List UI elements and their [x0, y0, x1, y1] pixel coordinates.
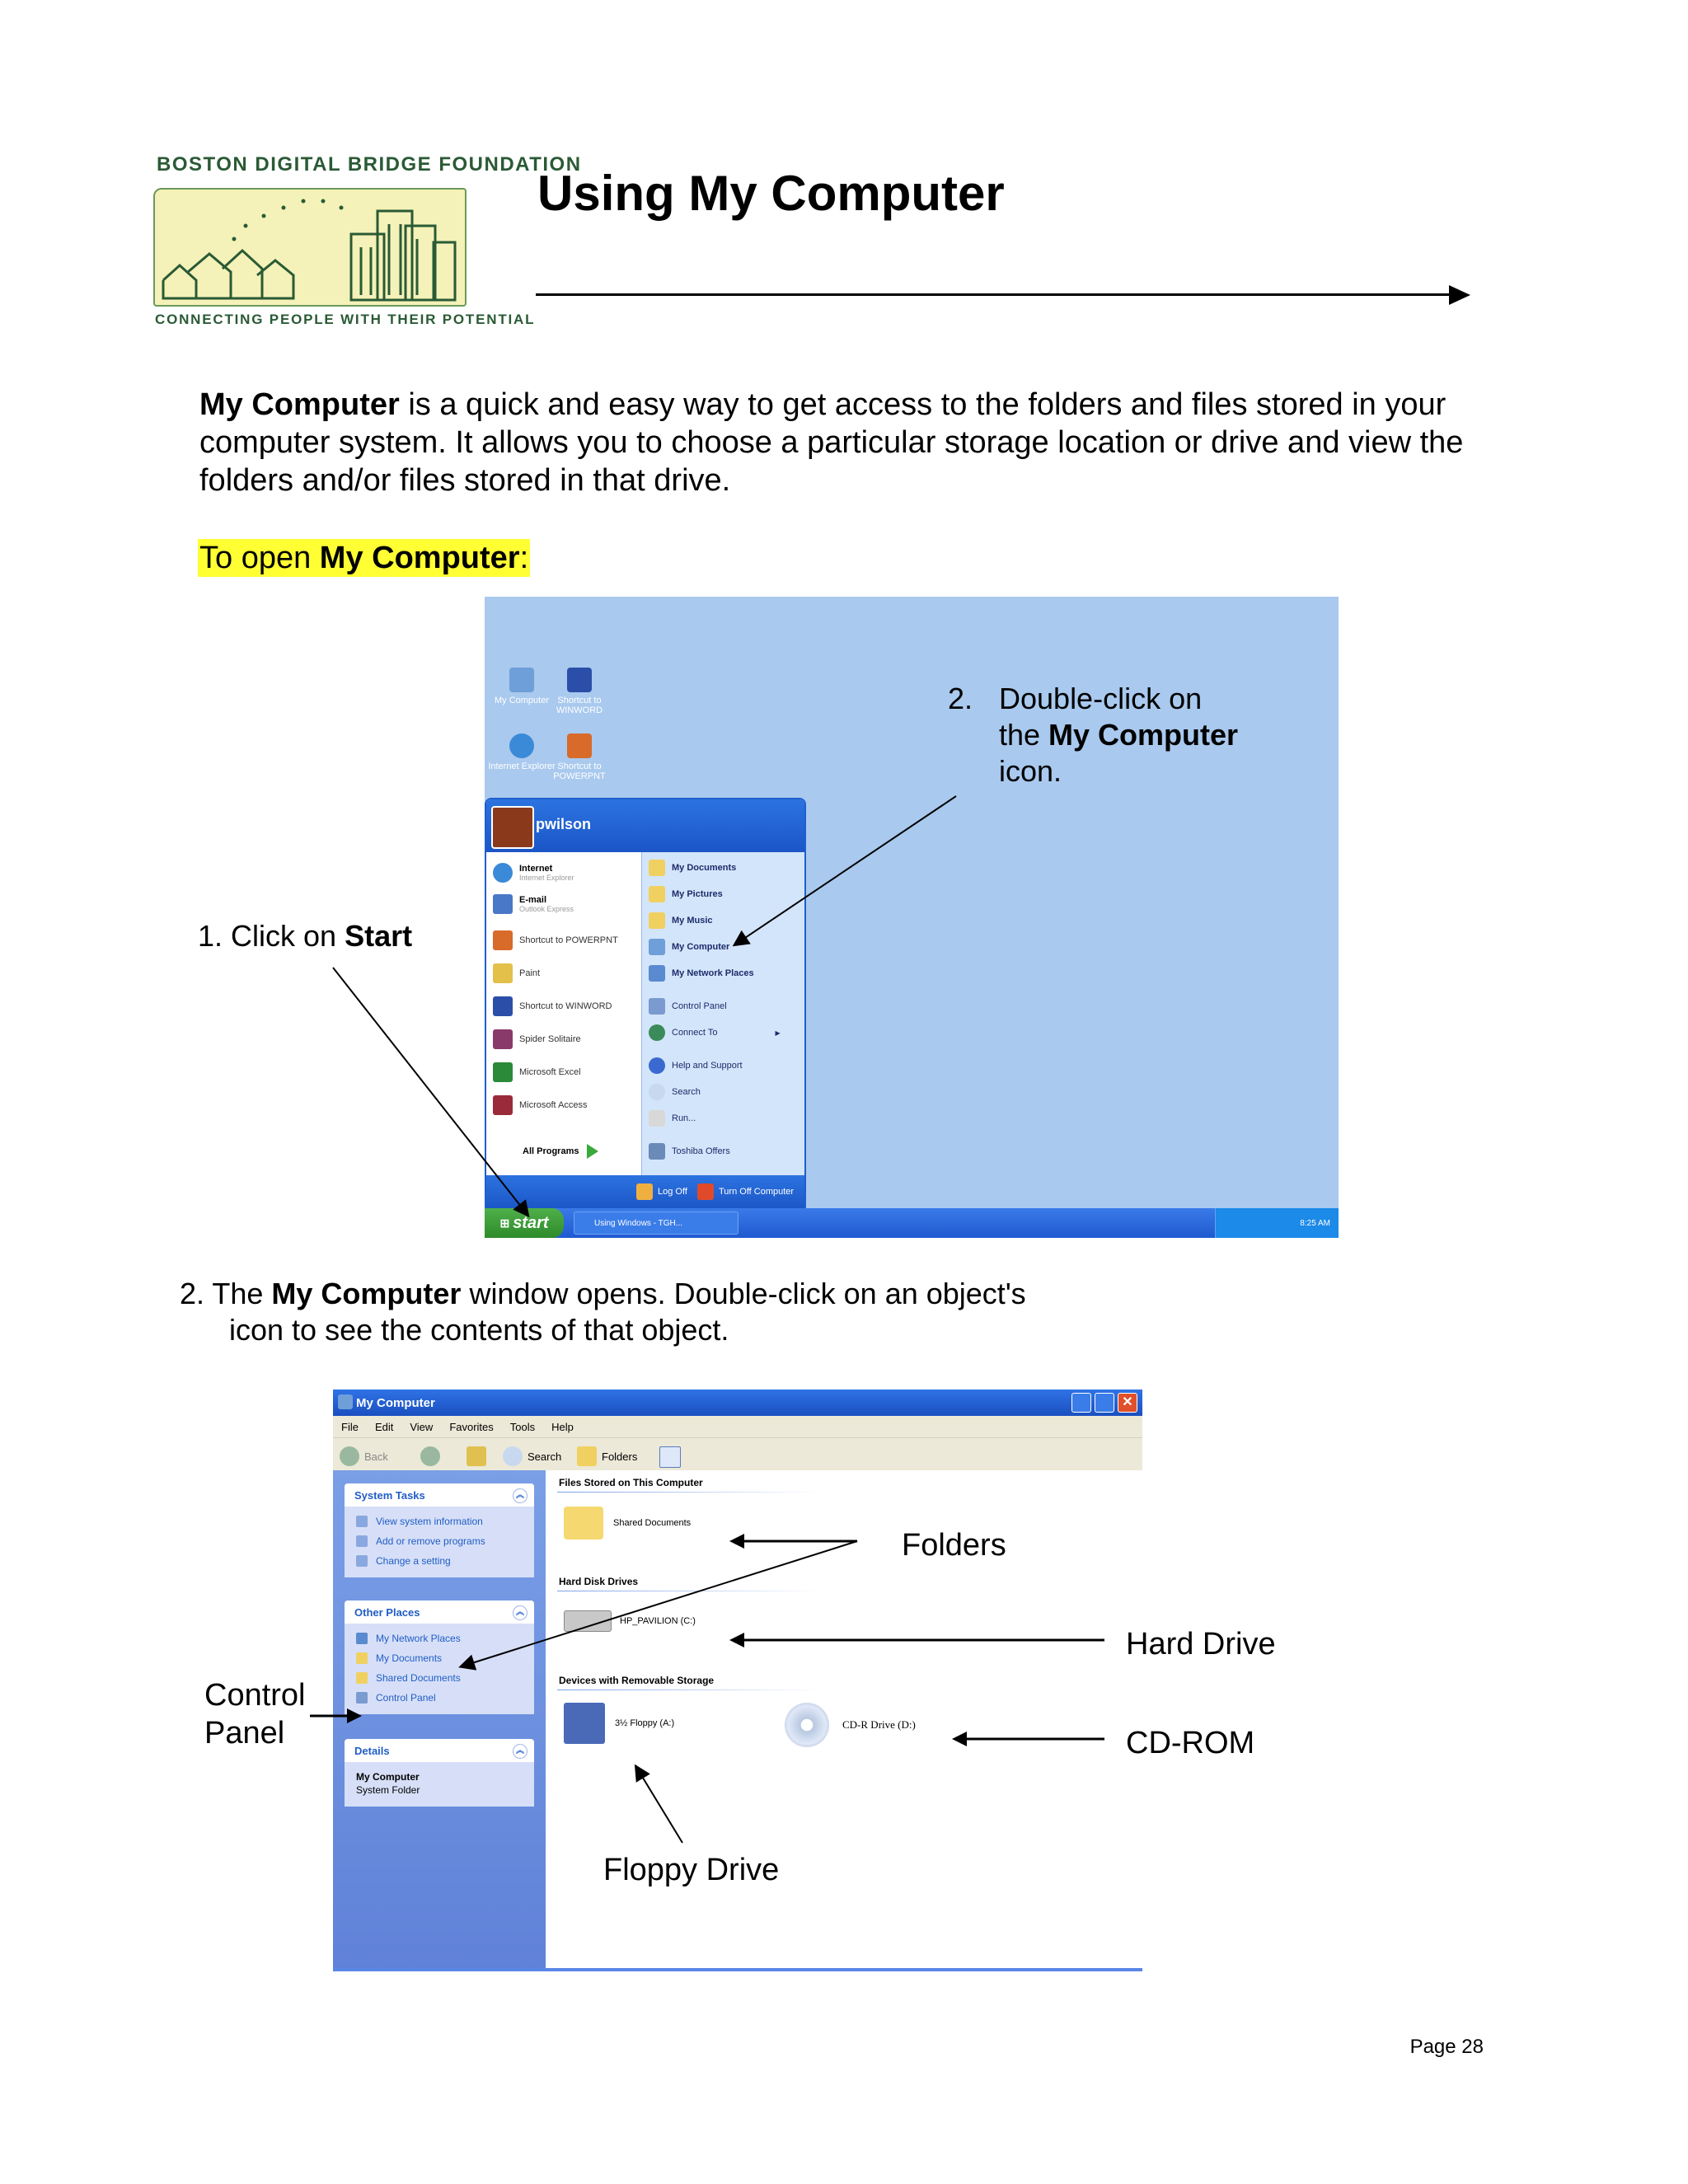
intro-bold: My Computer [199, 387, 400, 422]
collapse-chevron-icon[interactable]: ︽ [513, 1744, 528, 1759]
submenu-arrow-icon: ▶ [775, 1029, 781, 1037]
place-label: Control Panel [376, 1692, 436, 1704]
collapse-chevron-icon[interactable]: ︽ [513, 1488, 528, 1503]
start-item-label: Microsoft Access [519, 1100, 588, 1110]
step1-pre: 1. Click on [198, 919, 345, 953]
start-item-label: Spider Solitaire [519, 1034, 581, 1044]
open-heading-pre: To open [199, 541, 320, 575]
start-item-label: Toshiba Offers [672, 1146, 730, 1156]
all-programs-label: All Programs [523, 1146, 579, 1156]
item-label: Shared Documents [613, 1518, 692, 1528]
step2-line3: icon. [999, 754, 1062, 788]
group-hard-disk-drives: Hard Disk Drives [559, 1576, 639, 1587]
start-item-label: Paint [519, 968, 541, 978]
panel-title: System Tasks [354, 1488, 425, 1502]
start-item-sub: Internet Explorer [519, 874, 574, 882]
start-item-label: My Network Places [672, 968, 754, 978]
step2-para-pre: 2. The [180, 1277, 272, 1310]
place-label: My Documents [376, 1652, 443, 1664]
arrow-to-other-places [462, 1541, 857, 1666]
desktop-icon-label: Internet Explorer [488, 762, 556, 771]
label-hard-drive: Hard Drive [1126, 1627, 1276, 1661]
menu-favorites[interactable]: Favorites [449, 1420, 494, 1433]
close-button[interactable]: ✕ [1118, 1393, 1137, 1413]
page-number: Page 28 [1409, 2036, 1484, 2058]
taskbar-item[interactable]: Using Windows - TGH... [574, 1212, 738, 1235]
panel-title: Other Places [354, 1605, 420, 1619]
panel-title: Details [354, 1744, 390, 1757]
start-item-label: My Documents [672, 863, 737, 873]
menu-view[interactable]: View [410, 1420, 434, 1433]
start-item-label: Microsoft Excel [519, 1067, 581, 1077]
log-off-label: Log Off [658, 1187, 687, 1197]
step2-para-bold: My Computer [271, 1277, 462, 1310]
windows-flag-icon: ⊞ [499, 1216, 510, 1230]
task-label: View system information [376, 1516, 483, 1527]
start-item-label: Control Panel [672, 1001, 727, 1011]
folders-label: Folders [602, 1450, 638, 1463]
item-label: 3½ Floppy (A:) [615, 1718, 675, 1728]
window-title: My Computer [356, 1395, 435, 1410]
start-item-label: My Computer [672, 942, 730, 952]
logo-tagline: CONNECTING PEOPLE WITH THEIR POTENTIAL [155, 312, 536, 327]
start-item-label: Run... [672, 1113, 696, 1123]
group-removable-storage: Devices with Removable Storage [559, 1675, 715, 1686]
item-label: CD-R Drive (D:) [842, 1718, 916, 1731]
step2-line2-bold: My Computer [1048, 718, 1239, 752]
step2-para-rest: window opens. Double-click on an object's [461, 1277, 1026, 1310]
start-item-sub: Outlook Express [519, 905, 574, 913]
start-item-label: My Music [672, 916, 713, 926]
desktop-icon-label: Shortcut to POWERPNT [553, 762, 606, 781]
menu-help[interactable]: Help [551, 1420, 574, 1433]
place-label: My Network Places [376, 1633, 461, 1644]
search-label: Search [528, 1450, 562, 1463]
start-item-label: Help and Support [672, 1061, 743, 1071]
arrow-to-my-computer [735, 796, 956, 944]
start-item-label: Internet [519, 864, 553, 874]
place-label: Shared Documents [376, 1672, 461, 1684]
desktop-icon-label: Shortcut to WINWORD [556, 696, 603, 715]
page-title: Using My Computer [537, 166, 1005, 221]
step2-callout-number: 2. [948, 682, 973, 715]
menu-edit[interactable]: Edit [374, 1420, 394, 1433]
open-heading-bold: My Computer [319, 541, 520, 575]
open-heading-post: : [519, 541, 529, 575]
label-control-line1: Control [204, 1678, 306, 1713]
start-item-label: My Pictures [672, 889, 723, 899]
desktop-icon-label: My Computer [494, 696, 550, 705]
label-control-line2: Panel [204, 1716, 285, 1750]
details-name: My Computer [356, 1771, 420, 1783]
arrow-to-floppy [636, 1767, 682, 1843]
label-cd-rom: CD-ROM [1126, 1726, 1255, 1760]
start-item-label: Shortcut to WINWORD [519, 1001, 612, 1011]
item-label: HP_PAVILION (C:) [620, 1616, 696, 1626]
start-label: start [513, 1213, 549, 1232]
start-menu-user: pwilson [536, 816, 591, 832]
logo-top-text: BOSTON DIGITAL BRIDGE FOUNDATION [157, 153, 582, 176]
collapse-chevron-icon[interactable]: ︽ [513, 1605, 528, 1620]
clock: 8:25 AM [1300, 1218, 1330, 1228]
turn-off-label: Turn Off Computer [719, 1187, 795, 1197]
start-item-label: E-mail [519, 895, 547, 905]
menu-tools[interactable]: Tools [509, 1420, 536, 1433]
step2-line1: Double-click on [999, 682, 1203, 715]
task-label: Change a setting [376, 1555, 451, 1567]
step1-bold: Start [345, 919, 413, 953]
step2-line2-pre: the [999, 718, 1049, 752]
intro-text: is a quick and easy way to get access to the folders and files stored in your computer system. It allows you to choose a particular storage location or drive and view the folders and/or files stored in that drive. [199, 387, 1464, 498]
start-item-label: Shortcut to POWERPNT [519, 935, 618, 945]
start-item-label: Search [672, 1087, 701, 1097]
details-type: System Folder [356, 1784, 420, 1796]
arrow-to-start [333, 968, 528, 1215]
group-files-stored: Files Stored on This Computer [559, 1477, 703, 1488]
step2-para-line2: icon to see the contents of that object. [229, 1313, 729, 1347]
label-folders: Folders [902, 1528, 1006, 1563]
label-floppy-drive: Floppy Drive [603, 1853, 780, 1887]
start-item-label: Connect To [672, 1028, 718, 1038]
task-label: Add or remove programs [376, 1535, 485, 1547]
menu-file[interactable]: File [341, 1420, 359, 1433]
back-label: Back [364, 1450, 388, 1463]
